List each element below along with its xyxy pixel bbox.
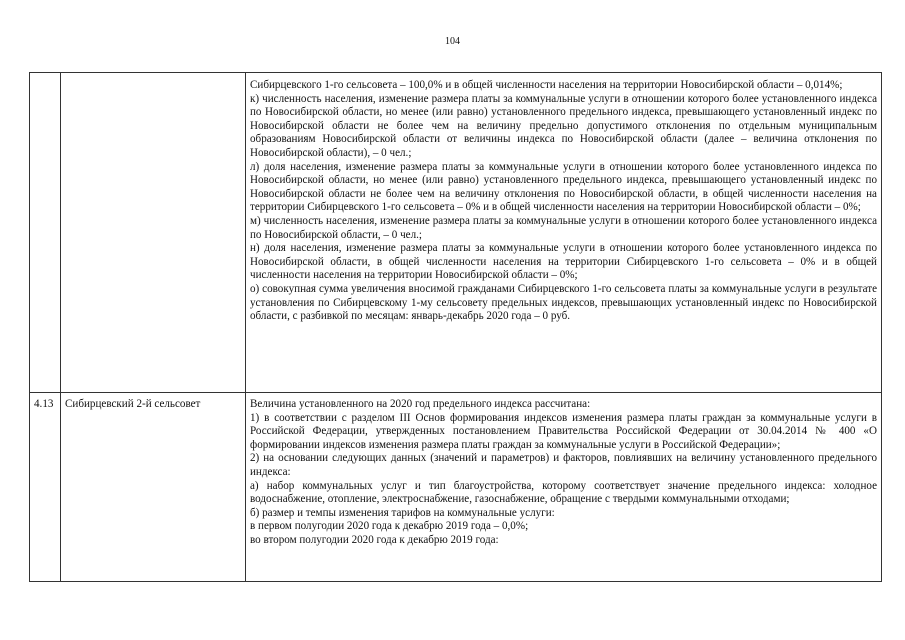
row-name-cell [61,73,246,393]
row-text-cell [246,73,882,393]
paragraph: б) размер и темпы изменения тарифов на коммунальные услуги: [250,506,555,519]
paragraph: Величина установленного на 2020 год предельного индекса рассчитана: [250,398,591,410]
paragraph: о) совокупная сумма увеличения вносимой гражданами Сибирцевского 1-го сельсовета платы за коммунальные услуги в результате установления по Сибирцевскому 1-му сельсовету предельных индексов, превышающих установленный индекс по Новосибирской области, с разбивкой по месяцам: январь-декабрь 2020 года – 0 руб. [250,282,877,323]
paragraph: н) доля населения, изменение размера платы за коммунальные услуги в отношении которого более установленного индекса по Новосибирской области, в общей численности населения на территории Сибирцевского 1-го сельсовета – 0% и в общей численности населения на территории Новосибирской области – 0%; [250,242,877,282]
document-table [29,72,882,582]
paragraph: Сибирцевского 1-го сельсовета – 100,0% и в общей численности населения на территории Новосибирской области – 0,014%; [250,79,843,91]
page-number: 104 [445,36,460,47]
paragraph: во втором полугодии 2020 года к декабрю 2019 года: [250,533,499,546]
table-row [30,73,882,393]
row-name-cell: Сибирцевский 2-й сельсовет [61,393,246,582]
paragraph: 2) на основании следующих данных (значений и параметров) и факторов, повлиявших на величину установленного предельного индекса: [250,452,877,478]
paragraph: в первом полугодии 2020 года к декабрю 2019 года – 0,0%; [250,520,529,533]
table-row [30,393,882,582]
paragraph: к) численность населения, изменение размера платы за коммунальные услуги в отношении которого более установленного индекса по Новосибирской области, но менее (или равно) установленного предельного индекса, превышающего установленный индекс по Новосибирской области не более чем на величину предельно допустимого отклонения по отдельным муниципальным образованиям Новосибирской области от величины индекса по Новосибирской области (далее – величина отклонения по Новосибирской области), – 0 чел.; [250,92,877,159]
paragraph: м) численность населения, изменение размера платы за коммунальные услуги в отношении которого более установленного индекса по Новосибирской области, – 0 чел.; [250,214,877,241]
paragraph: а) набор коммунальных услуг и тип благоустройства, которому соответствует значение предельного индекса: холодное водоснабжение, отопление, электроснабжение, газоснабжение, обращение с твердыми коммунальными отходами; [250,479,877,506]
paragraph: 1) в соответствии с разделом III Основ формирования индексов изменения размера платы граждан за коммунальные услуги в Российской Федерации, утвержденных постановлением Правительства Российской Федерации от 30.04.2014 № 400 «О формировании индексов изменения размера платы граждан за коммунальные услуги в Российской Федерации»; [250,411,877,451]
row-text-cell [246,393,882,582]
paragraph: л) доля населения, изменение размера платы за коммунальные услуги в отношении которого более установленного индекса по Новосибирской области, но менее (или равно) установленного предельного индекса, превышающего установленный индекс по Новосибирской области не более чем на величину отклонения по Новосибирской области, в общей численности населения на территории Сибирцевского 1-го сельсовета – 0% и в общей численности населения на территории Новосибирской области – 0%; [250,160,877,214]
row-number-cell [30,73,61,393]
row-number-cell: 4.13 [30,393,61,582]
